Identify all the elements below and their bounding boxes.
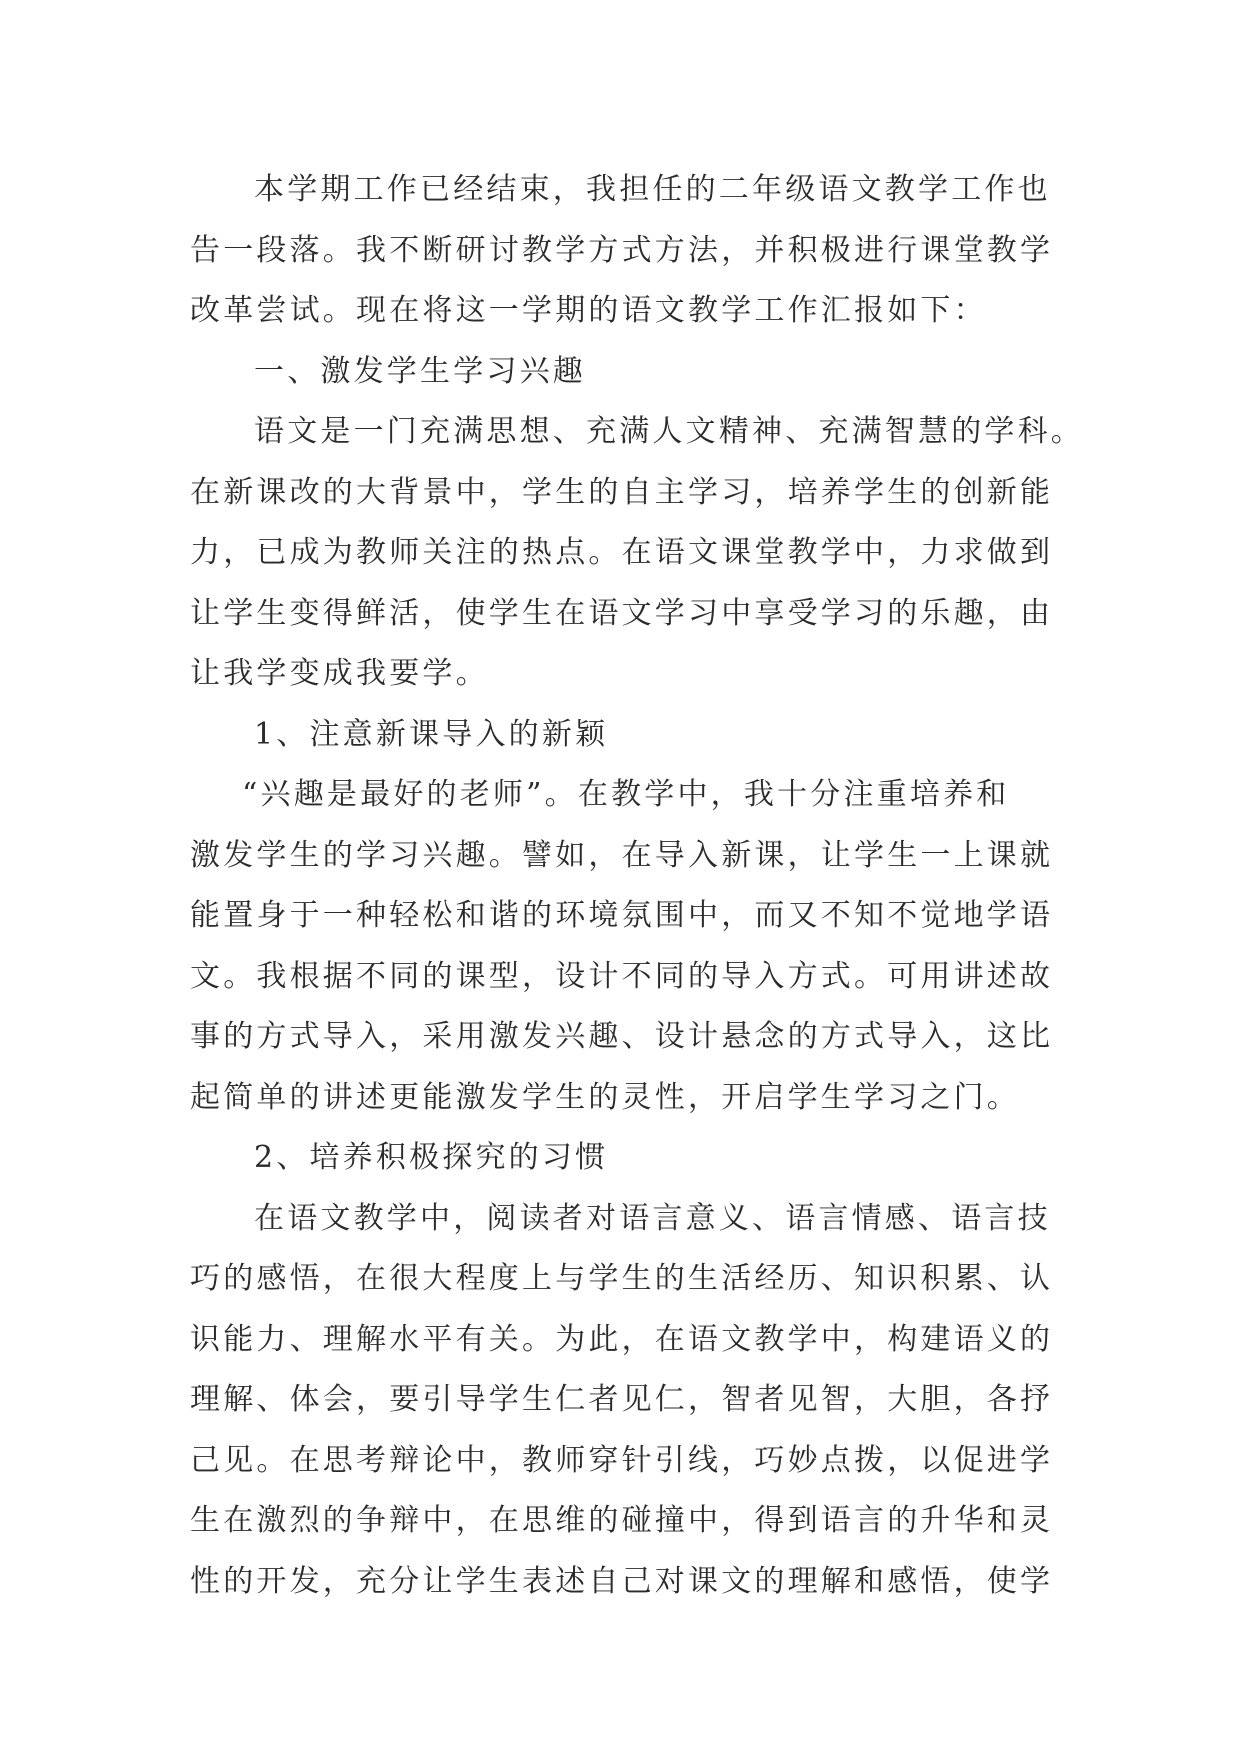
paragraph-line: 理解、体会，要引导学生仁者见仁，智者见智，大胆，各抒 xyxy=(190,1382,1054,1417)
document-body xyxy=(190,160,1084,1612)
paragraph-line: 改革尝试。现在将这一学期的语文教学工作汇报如下： xyxy=(190,293,987,328)
subsection-heading: 1、注意新课导入的新颖 xyxy=(254,716,609,752)
paragraph-line: 告一段落。我不断研讨教学方式方法，并积极进行课堂教学 xyxy=(190,232,1054,268)
paragraph-line: 在新课改的大背景中，学生的自主学习，培养学生的创新能 xyxy=(190,474,1054,510)
paragraph-line: 识能力、理解水平有关。为此，在语文教学中，构建语义的 xyxy=(190,1321,1054,1357)
paragraph-line: 巧的感悟，在很大程度上与学生的生活经历、知识积累、认 xyxy=(190,1261,1054,1296)
paragraph-line: 起简单的讲述更能激发学生的灵性，开启学生学习之门。 xyxy=(190,1079,1020,1115)
paragraph-line: 语文是一门充满思想、充满人文精神、充满智慧的学科。 xyxy=(254,414,1084,449)
paragraph-line: 能置身于一种轻松和谐的环境氛围中，而又不知不觉地学语 xyxy=(190,898,1054,933)
paragraph-line: 在语文教学中，阅读者对语言意义、语言情感、语言技 xyxy=(254,1200,1051,1236)
paragraph-line: 让我学变成我要学。 xyxy=(190,656,489,691)
paragraph-line: 己见。在思考辩论中，教师穿针引线，巧妙点拨，以促进学 xyxy=(190,1442,1054,1478)
paragraph-line: 本学期工作已经结束，我担任的二年级语文教学工作也 xyxy=(254,172,1051,207)
paragraph-line: 让学生变得鲜活，使学生在语文学习中享受学习的乐趣，由 xyxy=(190,595,1054,631)
subsection-heading: 2、培养积极探究的习惯 xyxy=(254,1140,609,1175)
paragraph-line: 事的方式导入，采用激发兴趣、设计悬念的方式导入，这比 xyxy=(190,1019,1054,1054)
paragraph-line: 激发学生的学习兴趣。譬如，在导入新课，让学生一上课就 xyxy=(190,837,1054,873)
paragraph-line: 生在激烈的争辩中，在思维的碰撞中，得到语言的升华和灵 xyxy=(190,1503,1054,1538)
paragraph-line: 力，已成为教师关注的热点。在语文课堂教学中，力求做到 xyxy=(190,535,1054,570)
section-heading: 一、激发学生学习兴趣 xyxy=(254,353,586,389)
paragraph-line: “兴趣是最好的老师”。在教学中，我十分注重培养和 xyxy=(242,777,1010,812)
paragraph-line: 性的开发，充分让学生表述自己对课文的理解和感悟，使学 xyxy=(190,1563,1054,1599)
paragraph-line: 文。我根据不同的课型，设计不同的导入方式。可用讲述故 xyxy=(190,958,1054,994)
